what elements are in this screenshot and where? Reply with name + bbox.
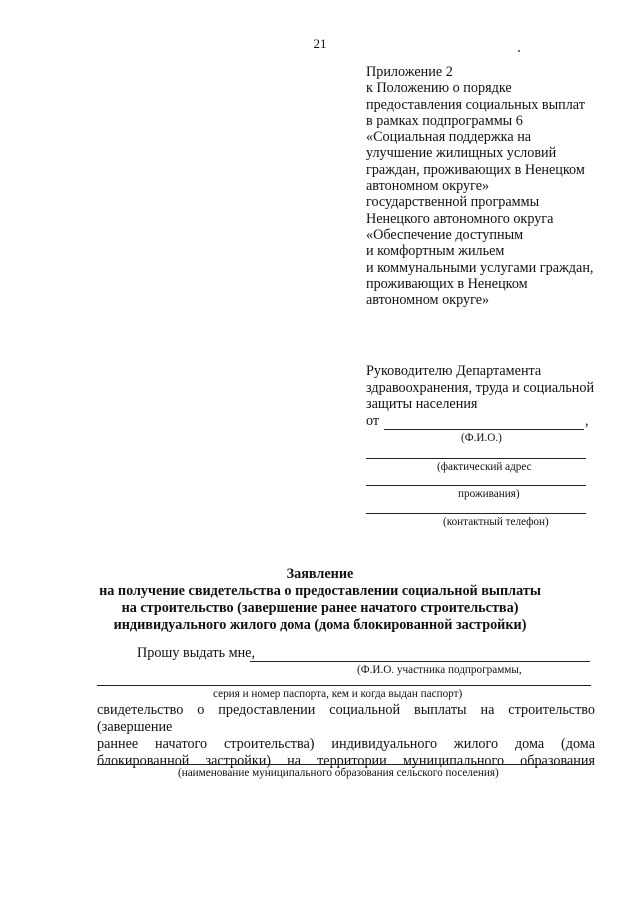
comma: ,	[585, 413, 589, 429]
request-paragraph	[97, 702, 595, 770]
title-line: на получение свидетельства о предоставлении социальной выплаты	[99, 583, 541, 599]
request-text: Прошу выдать мне,	[137, 645, 256, 661]
passport-input-line[interactable]	[97, 685, 591, 686]
scan-speck	[518, 50, 520, 52]
addressee-line: здравоохранения, труда и социальной	[366, 379, 595, 396]
phone-input-line[interactable]	[366, 513, 586, 514]
title-line: Заявление	[286, 566, 354, 582]
appendix-line: «Социальная поддержка на	[366, 129, 532, 146]
appendix-line: улучшение жилищных условий	[366, 145, 557, 162]
appendix-line: автономном округе»	[366, 178, 490, 195]
address-caption: (фактический адрес	[437, 461, 532, 473]
document-title	[0, 566, 640, 634]
appendix-line: граждан, проживающих в Ненецком	[366, 161, 585, 178]
title-line: индивидуального жилого дома (дома блокированной застройки)	[113, 617, 527, 633]
appendix-line: в рамках подпрограммы 6	[366, 112, 523, 129]
municipality-caption: (наименование муниципального образования сельского поселения)	[178, 767, 499, 779]
address-input-line-1[interactable]	[366, 458, 586, 459]
paragraph-line: блокированной застройки) на территории муниципального образования	[97, 753, 595, 769]
passport-caption: серия и номер паспорта, кем и когда выдан паспорт)	[213, 688, 463, 700]
appendix-line: и коммунальными услугами граждан,	[366, 259, 594, 276]
page-number: 21	[313, 36, 327, 51]
fio-caption: (Ф.И.О.)	[461, 432, 502, 444]
addressee-line: Руководителю Департамента	[366, 363, 542, 379]
appendix-line: автономном округе»	[366, 292, 490, 309]
addressee-block	[366, 363, 606, 413]
phone-caption: (контактный телефон)	[443, 516, 549, 528]
appendix-line: и комфортным жильем	[366, 243, 505, 260]
participant-caption: (Ф.И.О. участника подпрограммы,	[357, 664, 522, 676]
addressee-line: защиты населения	[366, 396, 478, 412]
appendix-line: предоставления социальных выплат	[366, 96, 585, 113]
appendix-line: государственной программы	[366, 194, 540, 211]
title-line: на строительство (завершение ранее начатого строительства)	[121, 600, 519, 616]
participant-input-line[interactable]	[250, 661, 590, 662]
municipality-input-line[interactable]	[97, 764, 591, 765]
residence-caption: проживания)	[458, 488, 520, 500]
paragraph-line: раннее начатого строительства) индивидуального жилого дома (дома	[97, 736, 595, 752]
appendix-line: Ненецкого автономного округа	[366, 210, 554, 227]
fio-input-line[interactable]	[384, 429, 584, 430]
appendix-header	[366, 64, 616, 308]
appendix-line: Приложение 2	[366, 64, 453, 80]
appendix-line: к Положению о порядке	[366, 80, 512, 97]
address-input-line-2[interactable]	[366, 485, 586, 486]
from-label: от	[366, 413, 380, 429]
paragraph-line: свидетельство о предоставлении социальной выплаты на строительство (завершение	[97, 702, 595, 735]
appendix-line: «Обеспечение доступным	[366, 226, 524, 243]
appendix-line: проживающих в Ненецком	[366, 275, 528, 292]
